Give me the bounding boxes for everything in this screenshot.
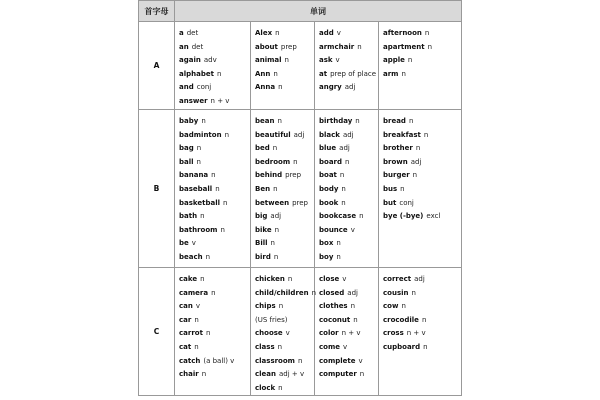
word-column (315, 268, 379, 395)
word-entry (255, 356, 302, 366)
word-entry (255, 301, 283, 311)
word-entry (383, 184, 405, 194)
part-of-speech: n (341, 185, 346, 193)
part-of-speech: v (350, 225, 355, 234)
word: behind (255, 171, 283, 180)
part-of-speech: adj (344, 83, 356, 92)
word-entry (319, 238, 341, 248)
word: computer (319, 370, 357, 379)
word: catch (179, 356, 201, 365)
part-of-speech: n (270, 239, 275, 248)
word: brown (383, 157, 408, 166)
word-entry (383, 157, 421, 167)
word-entry (179, 55, 217, 65)
part-of-speech: v (342, 275, 347, 283)
word: basketball (179, 198, 220, 207)
word: Alex (255, 29, 273, 37)
word-column (379, 22, 463, 109)
part-of-speech: n (424, 29, 430, 37)
word: bed (255, 144, 270, 153)
word: arm (383, 69, 399, 78)
word-column (175, 22, 251, 109)
word: again (179, 56, 201, 65)
word: burger (383, 171, 410, 180)
word-column (251, 110, 315, 267)
part-of-speech: conj (196, 83, 212, 92)
word-entry (255, 170, 301, 180)
word: come (319, 343, 340, 351)
part-of-speech: v (343, 343, 348, 351)
word-entry (383, 315, 426, 325)
word: bounce (319, 225, 348, 234)
part-of-speech: n (273, 253, 279, 261)
word: between (255, 198, 290, 207)
part-of-speech: adj (270, 212, 282, 221)
word: bedroom (255, 157, 291, 166)
part-of-speech: n (201, 370, 207, 379)
word-entry (179, 82, 211, 92)
part-of-speech: det (186, 29, 199, 37)
part-of-speech: n (350, 302, 356, 311)
word-entry (179, 96, 229, 106)
word-entry (383, 211, 440, 221)
word-entry (179, 328, 210, 338)
part-of-speech: n + v (406, 329, 426, 338)
part-of-speech: n (272, 144, 278, 153)
part-of-speech: n (196, 157, 201, 166)
part-of-speech: n (278, 383, 283, 392)
word: class (255, 343, 275, 351)
part-of-speech: n (278, 83, 283, 92)
word-entry (179, 342, 199, 352)
part-of-speech: (a ball) v (203, 356, 235, 365)
word-entry (319, 157, 349, 167)
word: bookcase (319, 212, 357, 221)
word-entry (255, 328, 290, 338)
part-of-speech: n (353, 315, 358, 324)
part-of-speech: v (336, 29, 341, 37)
word: birthday (319, 117, 353, 125)
word: bird (255, 253, 271, 261)
word-entry (179, 28, 198, 38)
word-entry (255, 225, 279, 235)
word-entry (383, 55, 412, 65)
word: classroom (255, 356, 295, 365)
word: camera (179, 288, 209, 297)
part-of-speech: n (297, 356, 303, 365)
word-entry (179, 184, 220, 194)
part-of-speech: n (205, 329, 211, 338)
word: beach (179, 253, 203, 261)
part-of-speech: adj (347, 288, 358, 297)
part-of-speech: adj (342, 130, 354, 139)
word: Bill (255, 239, 268, 248)
word-column (379, 268, 463, 395)
word-entry (179, 42, 203, 52)
part-of-speech: adj (339, 144, 350, 153)
part-of-speech: conj (399, 198, 414, 207)
part-of-speech: n (200, 275, 205, 283)
word: bath (179, 212, 198, 221)
part-of-speech: n (311, 288, 317, 297)
row-a (138, 22, 462, 110)
word-entry (383, 143, 420, 153)
word-column (315, 22, 379, 109)
word-entry (255, 369, 304, 379)
word: be (179, 239, 189, 248)
word-entry (319, 225, 355, 235)
word: car (179, 315, 192, 324)
part-of-speech: n (287, 275, 293, 283)
part-of-speech: n (211, 288, 216, 297)
word-entry (179, 225, 225, 235)
word-entry (179, 211, 205, 221)
word: clock (255, 383, 276, 392)
word: color (319, 329, 339, 338)
word-entry (255, 342, 282, 352)
word-entry (255, 252, 278, 262)
word: cupboard (383, 343, 421, 351)
header-initial: 首字母 (138, 0, 175, 22)
word: bike (255, 225, 272, 234)
part-of-speech: det (191, 42, 204, 51)
part-of-speech: n (274, 225, 280, 234)
word-entry (383, 301, 406, 311)
row-b (138, 110, 462, 268)
word-entry (255, 28, 280, 38)
part-of-speech: n (400, 185, 405, 193)
word-entry (179, 130, 229, 140)
part-of-speech: v (191, 239, 196, 248)
part-of-speech: n (220, 225, 225, 234)
word: answer (179, 97, 208, 105)
word-entry (383, 116, 413, 126)
word: alphabet (179, 69, 214, 78)
word: bathroom (179, 225, 218, 234)
word: black (319, 130, 340, 139)
word: add (319, 29, 334, 37)
word: breakfast (383, 130, 421, 139)
word: boy (319, 253, 334, 261)
word-entry (319, 288, 358, 298)
word-entry (319, 342, 347, 352)
word-column (251, 22, 315, 109)
word-entry (383, 274, 425, 284)
word-entry (319, 369, 364, 379)
part-of-speech: n (277, 343, 283, 351)
part-of-speech: prep (292, 198, 308, 207)
part-of-speech: n (412, 171, 418, 180)
word-entry (255, 157, 298, 167)
word-entry (179, 238, 196, 248)
word: at (319, 69, 328, 78)
part-of-speech: n (341, 198, 346, 207)
word: animal (255, 56, 282, 65)
word: choose (255, 329, 283, 338)
word: beautiful (255, 130, 291, 139)
part-of-speech: n (407, 56, 413, 65)
word-entry (179, 198, 227, 208)
word-column (175, 268, 251, 395)
word-entry (255, 198, 308, 208)
part-of-speech: n (211, 171, 216, 180)
word-entry (383, 328, 426, 338)
part-of-speech: prep of place (330, 69, 377, 78)
word-entry (383, 69, 406, 79)
word: baseball (179, 185, 213, 193)
word-column (379, 110, 463, 267)
word-entry (319, 82, 355, 92)
word-entry (319, 42, 362, 52)
word: bus (383, 185, 398, 193)
word-entry (319, 170, 344, 180)
part-of-speech: n (278, 302, 284, 311)
word-entry (255, 116, 282, 126)
word: box (319, 239, 334, 248)
part-of-speech: n (293, 157, 298, 166)
word-entry (319, 69, 376, 79)
word: apartment (383, 42, 425, 51)
part-of-speech: n (277, 117, 282, 125)
word: armchair (319, 42, 355, 51)
word-entry (255, 211, 281, 221)
word-entry (319, 55, 340, 65)
word: banana (179, 171, 209, 180)
word-entry (319, 143, 350, 153)
word: book (319, 198, 339, 207)
part-of-speech: n (200, 212, 205, 221)
word-entry (255, 383, 283, 393)
word-entry (179, 143, 201, 153)
part-of-speech: n (205, 253, 211, 261)
word: correct (383, 275, 412, 283)
word-entry (383, 42, 432, 52)
word-entry (179, 369, 206, 379)
part-of-speech: n (401, 302, 406, 311)
word-entry (319, 301, 355, 311)
word-entry (383, 130, 428, 140)
part-of-speech: v (285, 329, 290, 338)
word-entry (319, 184, 346, 194)
word: an (179, 42, 189, 51)
part-of-speech: v (335, 56, 340, 65)
part-of-speech: n (359, 212, 364, 221)
word-entry (319, 252, 341, 262)
word: coconut (319, 315, 351, 324)
word: cross (383, 329, 404, 338)
word: but (383, 198, 397, 207)
word: chips (255, 302, 276, 311)
part-of-speech: n (284, 56, 289, 65)
part-of-speech: n (423, 343, 428, 351)
word-entry (255, 184, 278, 194)
word-column (251, 268, 315, 395)
part-of-speech: n (201, 117, 206, 125)
part-of-speech: n + v (210, 97, 230, 105)
part-of-speech: n (359, 370, 365, 379)
part-of-speech: n (196, 144, 202, 153)
word-entry (255, 69, 278, 79)
word-entry (383, 28, 429, 38)
word-entry (179, 157, 201, 167)
part-of-speech: n (411, 288, 416, 297)
word-entry (255, 143, 277, 153)
word-entry (179, 252, 210, 262)
word-column (175, 110, 251, 267)
word-entry (255, 238, 275, 248)
word: close (319, 275, 340, 283)
word-entry (319, 130, 354, 140)
part-of-speech: v (358, 356, 363, 365)
word: cousin (383, 288, 409, 297)
word: ask (319, 56, 333, 65)
word: board (319, 157, 343, 166)
word-entry (319, 211, 364, 221)
part-of-speech: n (336, 239, 341, 248)
word-entry (179, 274, 205, 284)
word: badminton (179, 130, 222, 139)
word-entry (255, 55, 289, 65)
part-of-speech: n (421, 315, 427, 324)
word: cow (383, 302, 399, 311)
word-entry (319, 198, 346, 208)
word: boat (319, 171, 337, 180)
word-entry (383, 170, 417, 180)
word: cake (179, 275, 198, 283)
word-entry (319, 328, 361, 338)
word-entry (179, 301, 200, 311)
part-of-speech: adj (414, 275, 425, 283)
part-of-speech: adj + v (279, 370, 305, 379)
word-entry (319, 274, 346, 284)
part-of-speech: n (224, 130, 229, 139)
part-of-speech: prep (280, 42, 297, 51)
word: baby (179, 117, 199, 125)
part-of-speech: n (216, 69, 222, 78)
word: bag (179, 144, 194, 153)
part-of-speech: excl (426, 212, 441, 221)
word-entry (255, 130, 304, 140)
word-entry (319, 356, 363, 366)
part-of-speech: (US fries) (255, 315, 288, 324)
word: Ben (255, 185, 271, 193)
header-words: 单词 (174, 0, 462, 22)
part-of-speech: n (357, 42, 362, 51)
word-entry (255, 274, 292, 284)
part-of-speech: n (423, 130, 429, 139)
part-of-speech: n (401, 69, 406, 78)
word: chair (179, 370, 199, 379)
word: bean (255, 117, 275, 125)
word: crocodile (383, 315, 419, 324)
word: carrot (179, 329, 203, 338)
word: child/children (255, 288, 309, 297)
part-of-speech: n (427, 42, 433, 51)
word: Ann (255, 69, 271, 78)
part-of-speech: n (194, 343, 199, 351)
word-entry (179, 170, 216, 180)
initial-letter: C (139, 268, 175, 395)
word-entry (383, 198, 414, 208)
word-entry (383, 288, 416, 298)
part-of-speech: prep (285, 171, 302, 180)
word: blue (319, 144, 337, 153)
word-entry (255, 315, 288, 325)
row-c (138, 268, 462, 396)
word: clothes (319, 302, 348, 311)
part-of-speech: n + v (341, 329, 361, 338)
word: closed (319, 288, 345, 297)
word-entry (179, 116, 206, 126)
part-of-speech: n (223, 198, 228, 207)
word-entry (255, 288, 316, 298)
word: angry (319, 83, 342, 92)
part-of-speech: n (355, 117, 360, 125)
word-entry (319, 116, 360, 126)
word-entry (383, 342, 428, 352)
part-of-speech: n (194, 315, 199, 324)
word: clean (255, 370, 277, 379)
part-of-speech: n (215, 185, 220, 193)
part-of-speech: n (345, 157, 350, 166)
word: bread (383, 117, 406, 125)
word-entry (255, 82, 283, 92)
word: complete (319, 356, 356, 365)
word: cat (179, 343, 192, 351)
part-of-speech: n (273, 69, 278, 78)
word: bye (-bye) (383, 212, 424, 221)
part-of-speech: v (195, 302, 201, 311)
vocabulary-table (138, 0, 462, 400)
word-entry (255, 42, 297, 52)
part-of-speech: n (408, 117, 414, 125)
part-of-speech: adv (203, 56, 217, 65)
word: body (319, 185, 339, 193)
word-entry (179, 288, 216, 298)
word: apple (383, 56, 405, 65)
word-column (315, 110, 379, 267)
word: a (179, 29, 184, 37)
word: big (255, 212, 268, 221)
part-of-speech: adj (293, 130, 305, 139)
word-entry (319, 28, 341, 38)
part-of-speech: n (415, 144, 421, 153)
part-of-speech: n (336, 253, 341, 261)
word: and (179, 83, 194, 92)
word-entry (179, 69, 221, 79)
initial-letter: A (139, 22, 175, 109)
word: can (179, 302, 193, 311)
word: afternoon (383, 29, 422, 37)
part-of-speech: n (339, 171, 345, 180)
word-entry (179, 315, 199, 325)
word-entry (319, 315, 358, 325)
part-of-speech: n (275, 29, 280, 37)
word: ball (179, 157, 194, 166)
part-of-speech: n (273, 185, 278, 193)
word: about (255, 42, 278, 51)
word: chicken (255, 275, 285, 283)
word: Anna (255, 83, 276, 92)
part-of-speech: adj (410, 157, 422, 166)
initial-letter: B (139, 110, 175, 267)
word-entry (179, 356, 234, 366)
word: brother (383, 144, 413, 153)
